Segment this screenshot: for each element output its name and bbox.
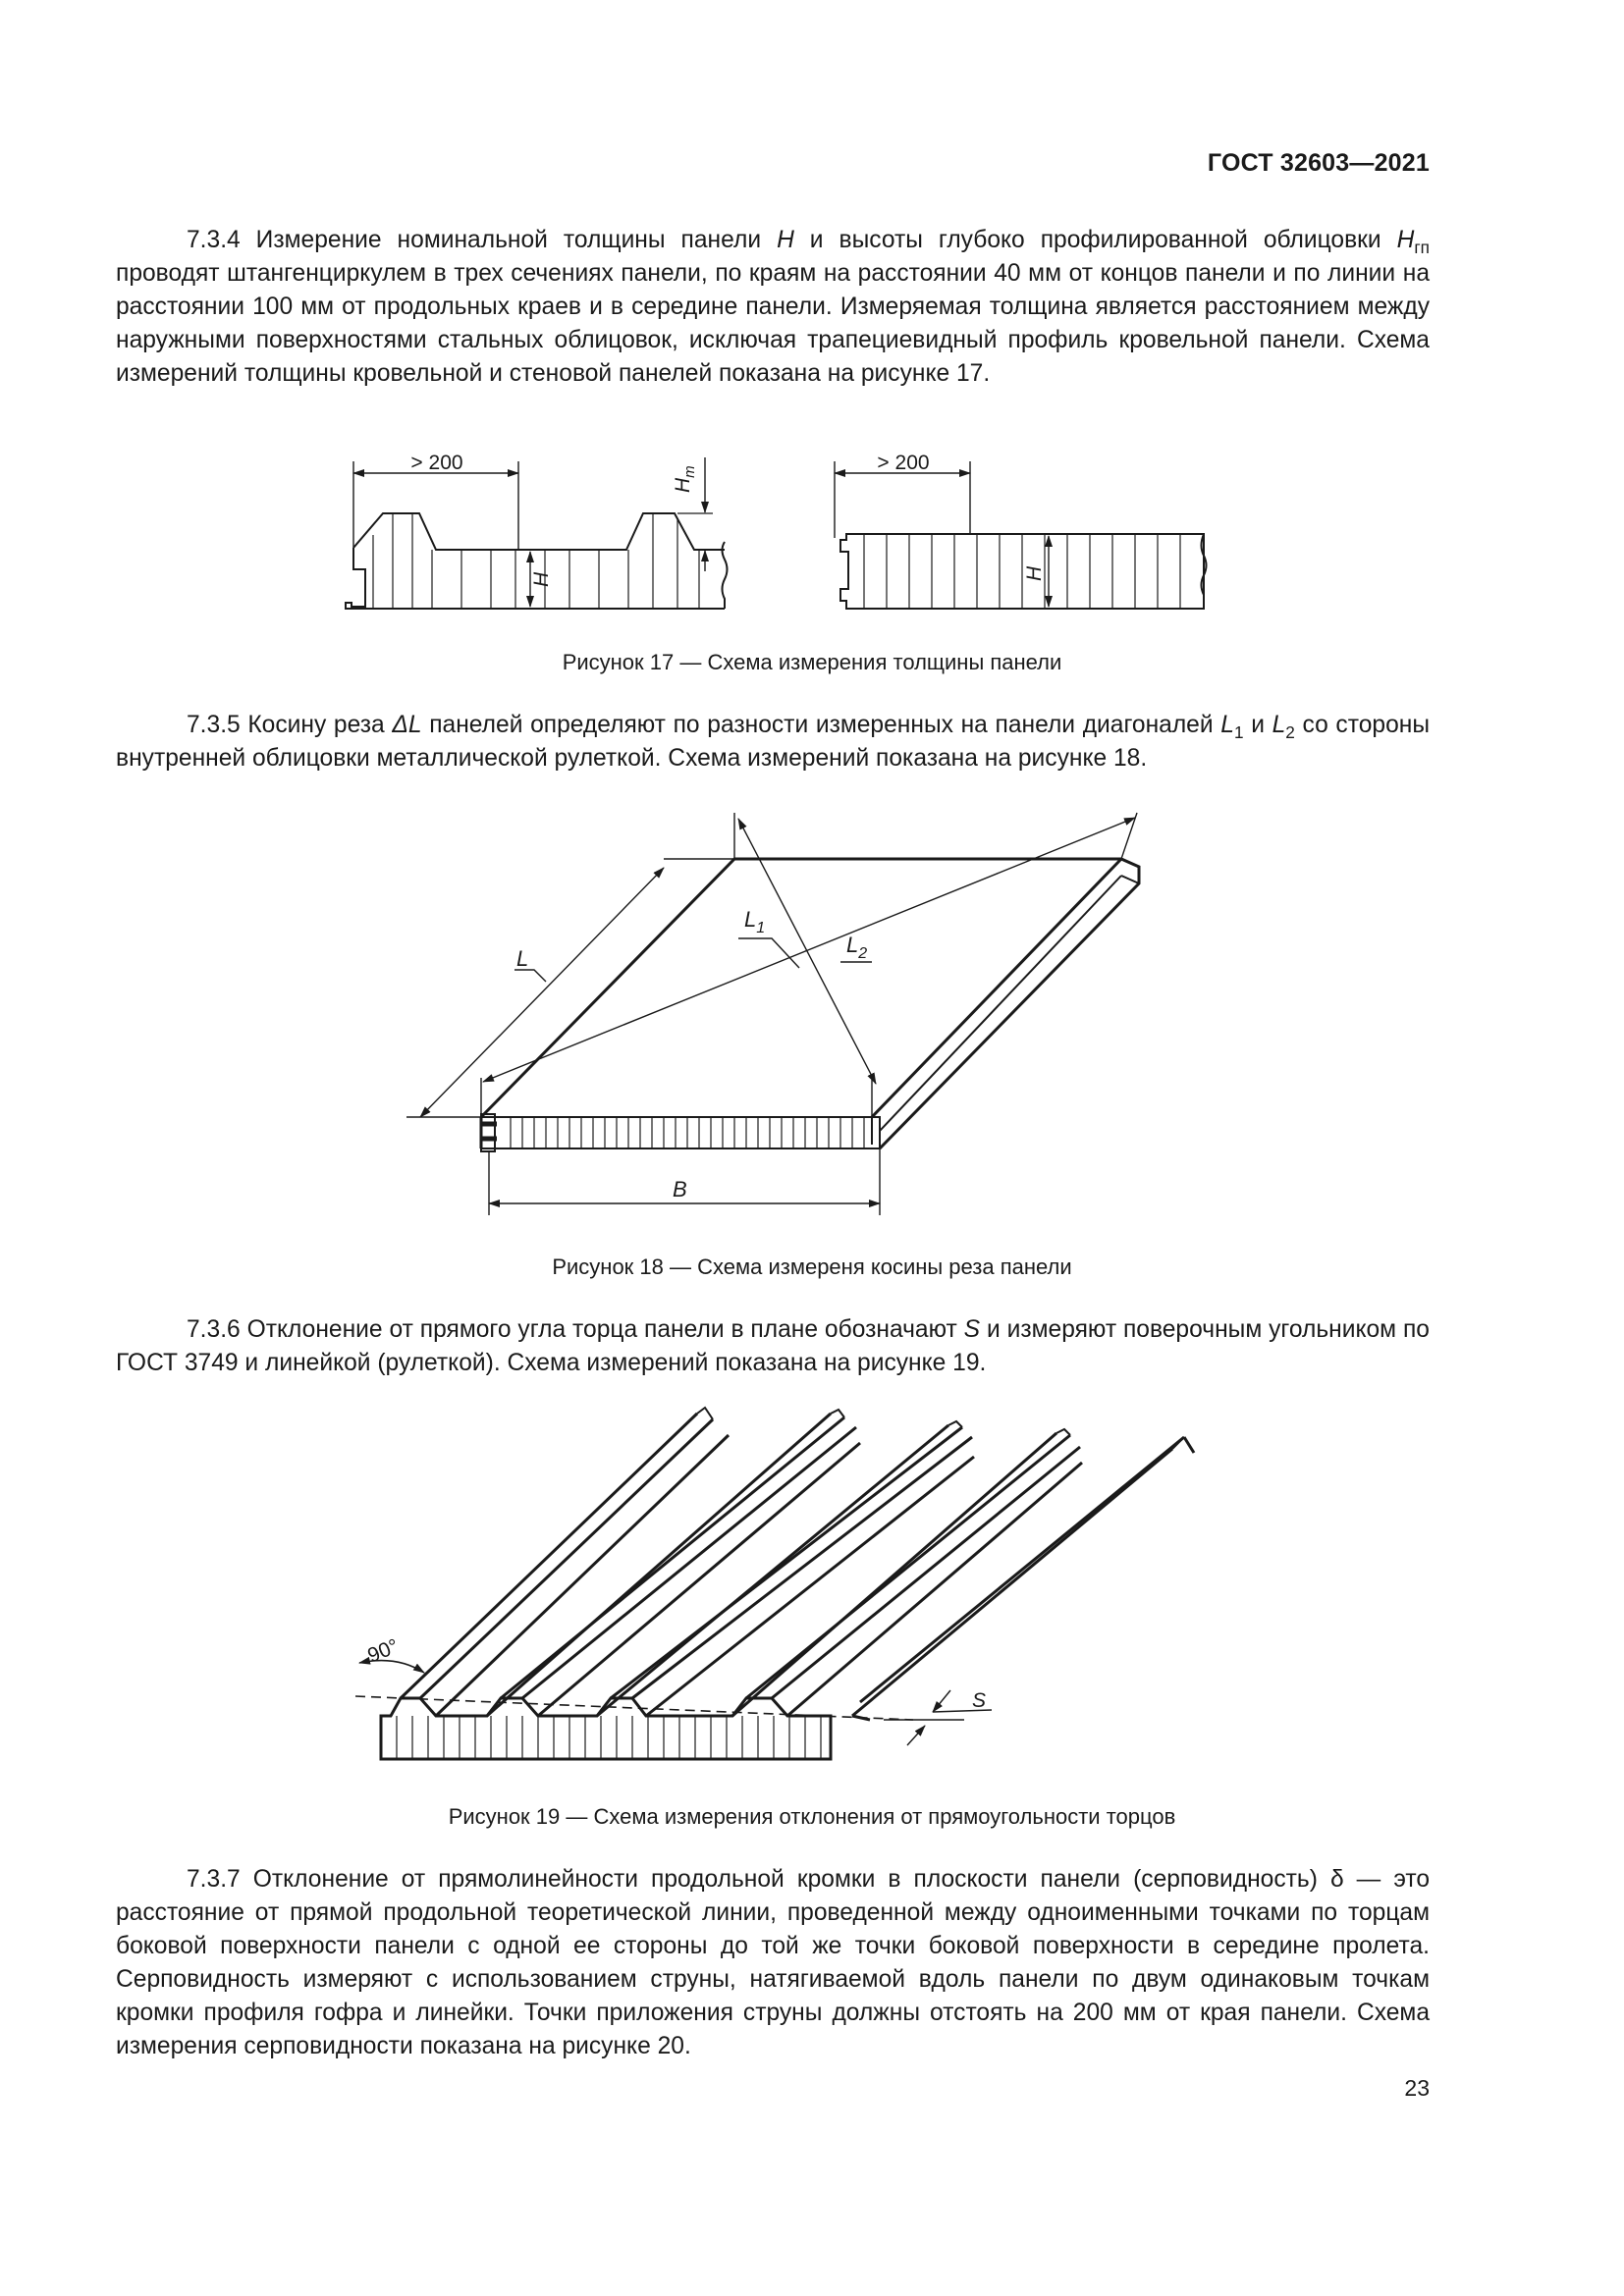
paragraph-7-3-7: 7.3.7 Отклонение от прямолинейности продольной кромки в плоскости панели (серповидность) δ — это расстояние от прямой продольной теоретической линии, проведенной между одноименными точками по торцам боковой поверхности панели с одной ее стороны до той же точки боковой поверхности в середине пролета. Серповидность измеряют с использованием струны, натягиваемой вдоль панели по двум одинаковым точкам кромки профиля гофра и линейки. Точки приложения струны должны отстоять на 200 мм от края панели. Схема измерения серповидности показана на рисунке 20. xyxy=(116,1866,1430,2059)
fig18-label-l1: $L_1$ xyxy=(744,907,766,936)
document-standard-number: ГОСТ 32603—2021 xyxy=(1207,149,1430,177)
fig17-dimension-left: > 200 xyxy=(410,452,463,474)
figure-19-caption: Рисунок 19 — Схема измерения отклонения от прямоугольности торцов xyxy=(448,1804,1176,1829)
fig17-label-h-right: H xyxy=(1023,565,1046,581)
page-number: 23 xyxy=(1404,2075,1430,2101)
paragraph-7-3-6: 7.3.6 Отклонение от прямого угла торца панели в плане обозначают S и измеряют поверочным угольником по ГОСТ 3749 и линейкой (рулеткой). Схема измерений показана на рисунке 19. xyxy=(116,1316,1430,1376)
fig18-label-l: L xyxy=(516,946,529,971)
fig18-label-b: B xyxy=(673,1177,687,1201)
figure-17-caption: Рисунок 17 — Схема измерения толщины панели xyxy=(562,650,1062,674)
fig19-label-s: S xyxy=(972,1689,987,1712)
paragraph-7-3-5: 7.3.5 Косину реза ΔL панелей определяют по разности измеренных на панели диагоналей $L_1$ и $L_2$ со стороны внутренней облицовки металлической рулеткой. Схема измерений показана на рисунке 18. xyxy=(116,712,1431,772)
fig18-label-l2: $L_2$ xyxy=(846,933,868,962)
fig17-label-h-left: H xyxy=(530,571,553,587)
fig17-label-hm: $H_m$ xyxy=(672,465,698,493)
fig19-label-angle: 90° xyxy=(364,1634,403,1668)
figure-18-caption: Рисунок 18 — Схема измереня косины реза панели xyxy=(552,1255,1072,1279)
fig17-dimension-right: > 200 xyxy=(877,452,930,474)
paragraph-7-3-4: 7.3.4 Измерение номинальной толщины панели H и высоты глубоко профилированной облицовки $H_{гп}$ проводят штангенциркулем в трех сечениях панели, по краям на расстоянии 40 мм от концов панели и по линии на расстоянии 100 мм от продольных краев и в середине панели. Измеряемая толщина является расстоянием между наружными поверхностями стальных облицовок, исключая трапециевидный профиль кровельной панели. Схема измерений толщины кровельной и стеновой панелей показана на рисунке 17. xyxy=(116,227,1430,387)
